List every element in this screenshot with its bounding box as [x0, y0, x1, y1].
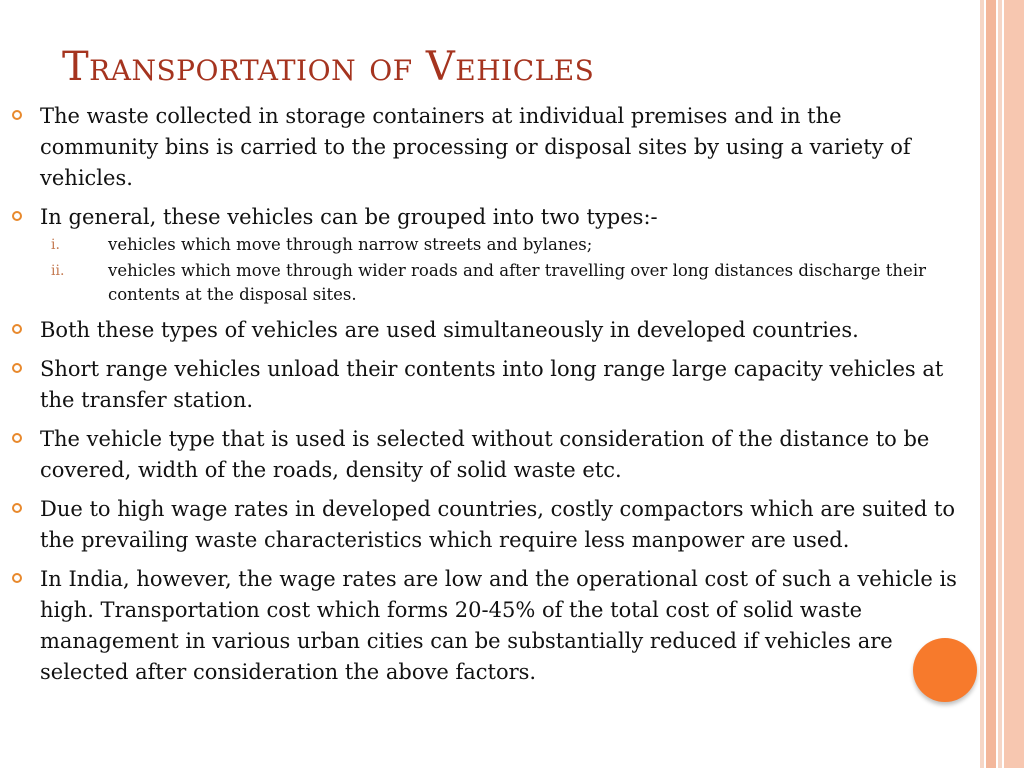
sub-item: [10, 259, 960, 307]
sub-item: [10, 233, 960, 257]
sub-item-text: vehicles which move through narrow streets and bylanes;: [108, 235, 593, 254]
stripe: [986, 0, 996, 768]
bullet-text: Both these types of vehicles are used simultaneously in developed countries.: [40, 318, 859, 342]
bullet-item: [10, 354, 960, 416]
bullet-item: [10, 315, 960, 346]
hollow-circle-bullet-icon: [12, 211, 22, 221]
bullet-item: [10, 424, 960, 486]
bullet-item: [10, 564, 960, 688]
stripe: [1004, 0, 1024, 768]
orange-circle-decoration: [913, 638, 977, 702]
hollow-circle-bullet-icon: [12, 433, 22, 443]
stripe: [998, 0, 1002, 768]
slide-content: [10, 101, 960, 696]
bullet-item: [10, 494, 960, 556]
hollow-circle-bullet-icon: [12, 324, 22, 334]
right-edge-stripes: [980, 0, 1024, 768]
bullet-text: The waste collected in storage containers at individual premises and in the community bins is carried to the processing or disposal sites by using a variety of vehicles.: [40, 104, 911, 190]
bullet-item: [10, 202, 960, 233]
bullet-text: In India, however, the wage rates are low and the operational cost of such a vehicle is high. Transportation cost which forms 20-45% of the total cost of solid waste management in various urban cities can be substantially reduced if vehicles are selected after consideration the above factors.: [40, 567, 957, 684]
bullet-text: The vehicle type that is used is selected without consideration of the distance to be covered, width of the roads, density of solid waste etc.: [40, 427, 930, 482]
bullet-text: Due to high wage rates in developed countries, costly compactors which are suited to the prevailing waste characteristics which require less manpower are used.: [40, 497, 956, 552]
bullet-text: In general, these vehicles can be grouped into two types:-: [40, 205, 658, 229]
sub-item-number: ii.: [51, 263, 65, 279]
stripe: [980, 0, 984, 768]
hollow-circle-bullet-icon: [12, 110, 22, 120]
sub-item-number: i.: [51, 237, 60, 253]
hollow-circle-bullet-icon: [12, 573, 22, 583]
bullet-text: Short range vehicles unload their contents into long range large capacity vehicles at the transfer station.: [40, 357, 944, 412]
hollow-circle-bullet-icon: [12, 363, 22, 373]
sub-item-text: vehicles which move through wider roads and after travelling over long distances discharge their contents at the disposal sites.: [108, 261, 926, 304]
bullet-item: [10, 101, 960, 194]
slide-title: Transportation of Vehicles: [62, 44, 595, 90]
sub-list: [10, 233, 960, 307]
hollow-circle-bullet-icon: [12, 503, 22, 513]
